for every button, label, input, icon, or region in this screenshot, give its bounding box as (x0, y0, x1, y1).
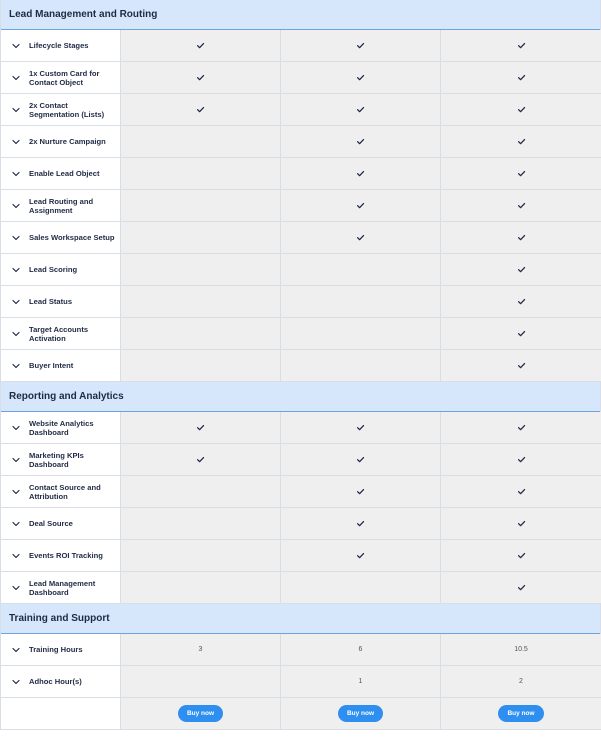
feature-row (1, 634, 600, 666)
feature-label: 1x Custom Card for Contact Object (29, 68, 100, 87)
plan-cell (281, 540, 441, 571)
cell-value: 1 (358, 678, 363, 685)
plan-cell (281, 698, 441, 729)
feature-label: Training Hours (29, 645, 83, 654)
feature-row (1, 222, 600, 254)
check-icon (517, 519, 526, 528)
check-icon (356, 169, 365, 178)
chevron-down-icon[interactable] (11, 137, 21, 147)
check-icon (196, 423, 205, 432)
section-title: Reporting and Analytics (9, 391, 124, 402)
feature-label: Marketing KPIs Dashboard (29, 450, 84, 469)
feature-label: Lead Scoring (29, 265, 78, 274)
feature-row (1, 190, 600, 222)
check-icon (196, 41, 205, 50)
section-header (1, 382, 600, 412)
chevron-down-icon[interactable] (11, 423, 21, 433)
check-icon (517, 297, 526, 306)
check-icon (356, 519, 365, 528)
check-icon (517, 137, 526, 146)
buy-row-label (1, 698, 121, 729)
check-icon (517, 423, 526, 432)
check-icon (356, 105, 365, 114)
feature-toggle[interactable] (1, 190, 121, 221)
feature-row (1, 126, 600, 158)
chevron-down-icon[interactable] (11, 519, 21, 529)
plan-cell (441, 94, 601, 125)
feature-toggle[interactable] (1, 158, 121, 189)
feature-row (1, 318, 600, 350)
plan-cell (441, 698, 601, 729)
check-icon (517, 41, 526, 50)
plan-cell (121, 350, 281, 381)
feature-toggle[interactable] (1, 222, 121, 253)
plan-cell (281, 30, 441, 61)
plan-cell (281, 508, 441, 539)
check-icon (196, 455, 205, 464)
feature-label: 2x Contact Segmentation (Lists) (29, 100, 105, 119)
chevron-down-icon[interactable] (11, 329, 21, 339)
check-icon (517, 361, 526, 370)
plan-cell (441, 158, 601, 189)
check-icon (517, 329, 526, 338)
feature-label: Deal Source (29, 519, 73, 528)
plan-cell (281, 126, 441, 157)
cell-value: 10.5 (514, 646, 528, 653)
plan-cell (281, 572, 441, 603)
plan-cell (121, 318, 281, 349)
section-title: Training and Support (9, 613, 110, 624)
check-icon (356, 201, 365, 210)
check-icon (356, 487, 365, 496)
feature-label: Sales Workspace Setup (29, 233, 115, 242)
feature-row (1, 286, 600, 318)
feature-row (1, 94, 600, 126)
feature-toggle[interactable] (1, 540, 121, 571)
check-icon (517, 487, 526, 496)
feature-row (1, 508, 600, 540)
plan-cell (121, 698, 281, 729)
feature-toggle[interactable] (1, 508, 121, 539)
plan-cell (281, 350, 441, 381)
plan-cell (441, 318, 601, 349)
feature-label: Lead Status (29, 297, 73, 306)
plan-cell (121, 540, 281, 571)
chevron-down-icon[interactable] (11, 233, 21, 243)
check-icon (356, 41, 365, 50)
check-icon (356, 423, 365, 432)
feature-row (1, 62, 600, 94)
plan-cell (121, 508, 281, 539)
plan-cell (121, 94, 281, 125)
plan-cell (441, 412, 601, 443)
plan-cell (121, 634, 281, 665)
feature-label: Target Accounts Activation (29, 324, 89, 343)
section-header (1, 0, 600, 30)
feature-label: Website Analytics Dashboard (29, 418, 94, 437)
feature-row (1, 254, 600, 286)
feature-row (1, 350, 600, 382)
chevron-down-icon[interactable] (11, 105, 21, 115)
plan-cell (121, 444, 281, 475)
feature-toggle[interactable] (1, 62, 121, 93)
plan-cell (281, 158, 441, 189)
feature-toggle[interactable] (1, 30, 121, 61)
plan-cell (441, 126, 601, 157)
chevron-down-icon[interactable] (11, 645, 21, 655)
chevron-down-icon[interactable] (11, 551, 21, 561)
section-title: Lead Management and Routing (9, 9, 158, 20)
buy-now-button[interactable]: Buy now (338, 705, 383, 722)
plan-cell (121, 62, 281, 93)
plan-cell (121, 254, 281, 285)
plan-cell (121, 30, 281, 61)
plan-cell (121, 158, 281, 189)
plan-cell (441, 350, 601, 381)
feature-label: Lead Routing and Assignment (29, 196, 94, 215)
feature-row (1, 444, 600, 476)
chevron-down-icon[interactable] (11, 73, 21, 83)
feature-toggle[interactable] (1, 254, 121, 285)
chevron-down-icon[interactable] (11, 169, 21, 179)
feature-label: Lifecycle Stages (29, 41, 89, 50)
feature-toggle[interactable] (1, 572, 121, 603)
feature-toggle[interactable] (1, 412, 121, 443)
cell-value: 2 (519, 678, 523, 685)
chevron-down-icon[interactable] (11, 583, 21, 593)
plan-cell (441, 254, 601, 285)
plan-cell (441, 222, 601, 253)
plan-cell (441, 476, 601, 507)
check-icon (517, 73, 526, 82)
feature-toggle[interactable] (1, 476, 121, 507)
plan-cell (281, 444, 441, 475)
check-icon (356, 233, 365, 242)
plan-cell (281, 318, 441, 349)
feature-toggle[interactable] (1, 350, 121, 381)
plan-cell (281, 62, 441, 93)
buy-row (1, 698, 600, 730)
chevron-down-icon[interactable] (11, 487, 21, 497)
check-icon (356, 551, 365, 560)
plan-cell (121, 476, 281, 507)
plan-cell (121, 412, 281, 443)
plan-cell (281, 666, 441, 697)
check-icon (356, 455, 365, 464)
chevron-down-icon[interactable] (11, 677, 21, 687)
check-icon (517, 583, 526, 592)
check-icon (356, 137, 365, 146)
chevron-down-icon[interactable] (11, 361, 21, 371)
plan-cell (281, 286, 441, 317)
feature-toggle[interactable] (1, 94, 121, 125)
chevron-down-icon[interactable] (11, 201, 21, 211)
plan-cell (281, 222, 441, 253)
feature-toggle[interactable] (1, 126, 121, 157)
feature-label: Contact Source and Attribution (29, 482, 101, 501)
check-icon (517, 551, 526, 560)
plan-cell (121, 666, 281, 697)
check-icon (196, 73, 205, 82)
plan-cell (441, 30, 601, 61)
check-icon (356, 73, 365, 82)
cell-value: 6 (358, 646, 363, 653)
check-icon (517, 233, 526, 242)
feature-row (1, 476, 600, 508)
feature-toggle[interactable] (1, 318, 121, 349)
plan-cell (441, 444, 601, 475)
feature-row (1, 572, 600, 604)
chevron-down-icon[interactable] (11, 297, 21, 307)
feature-label: Buyer Intent (29, 361, 74, 370)
feature-toggle[interactable] (1, 286, 121, 317)
feature-toggle[interactable] (1, 444, 121, 475)
chevron-down-icon[interactable] (11, 455, 21, 465)
section-header (1, 604, 600, 634)
plan-cell (121, 126, 281, 157)
buy-now-button[interactable]: Buy now (178, 705, 223, 722)
check-icon (517, 105, 526, 114)
check-icon (517, 265, 526, 274)
plan-cell (441, 286, 601, 317)
chevron-down-icon[interactable] (11, 265, 21, 275)
feature-row (1, 666, 600, 698)
cell-value: 3 (198, 646, 203, 653)
plan-cell (281, 412, 441, 443)
plan-cell (121, 190, 281, 221)
feature-label: Events ROI Tracking (29, 551, 103, 560)
feature-row (1, 30, 600, 62)
plan-cell (281, 254, 441, 285)
feature-row (1, 540, 600, 572)
plan-cell (121, 222, 281, 253)
chevron-down-icon[interactable] (11, 41, 21, 51)
plan-cell (281, 634, 441, 665)
plan-cell (441, 62, 601, 93)
feature-row (1, 412, 600, 444)
plan-cell (281, 476, 441, 507)
plan-cell (281, 190, 441, 221)
feature-row (1, 158, 600, 190)
feature-toggle[interactable] (1, 634, 121, 665)
plan-cell (441, 634, 601, 665)
buy-now-button[interactable]: Buy now (498, 705, 543, 722)
feature-label: 2x Nurture Campaign (29, 137, 106, 146)
plan-cell (441, 540, 601, 571)
feature-label: Adhoc Hour(s) (29, 677, 82, 686)
plan-cell (441, 572, 601, 603)
plan-cell (441, 190, 601, 221)
plan-cell (121, 572, 281, 603)
feature-label: Lead Management Dashboard (29, 578, 96, 597)
check-icon (517, 169, 526, 178)
check-icon (517, 455, 526, 464)
plan-cell (441, 508, 601, 539)
feature-label: Enable Lead Object (29, 169, 100, 178)
feature-toggle[interactable] (1, 666, 121, 697)
check-icon (196, 105, 205, 114)
check-icon (517, 201, 526, 210)
plan-cell (281, 94, 441, 125)
plan-cell (121, 286, 281, 317)
plan-cell (441, 666, 601, 697)
